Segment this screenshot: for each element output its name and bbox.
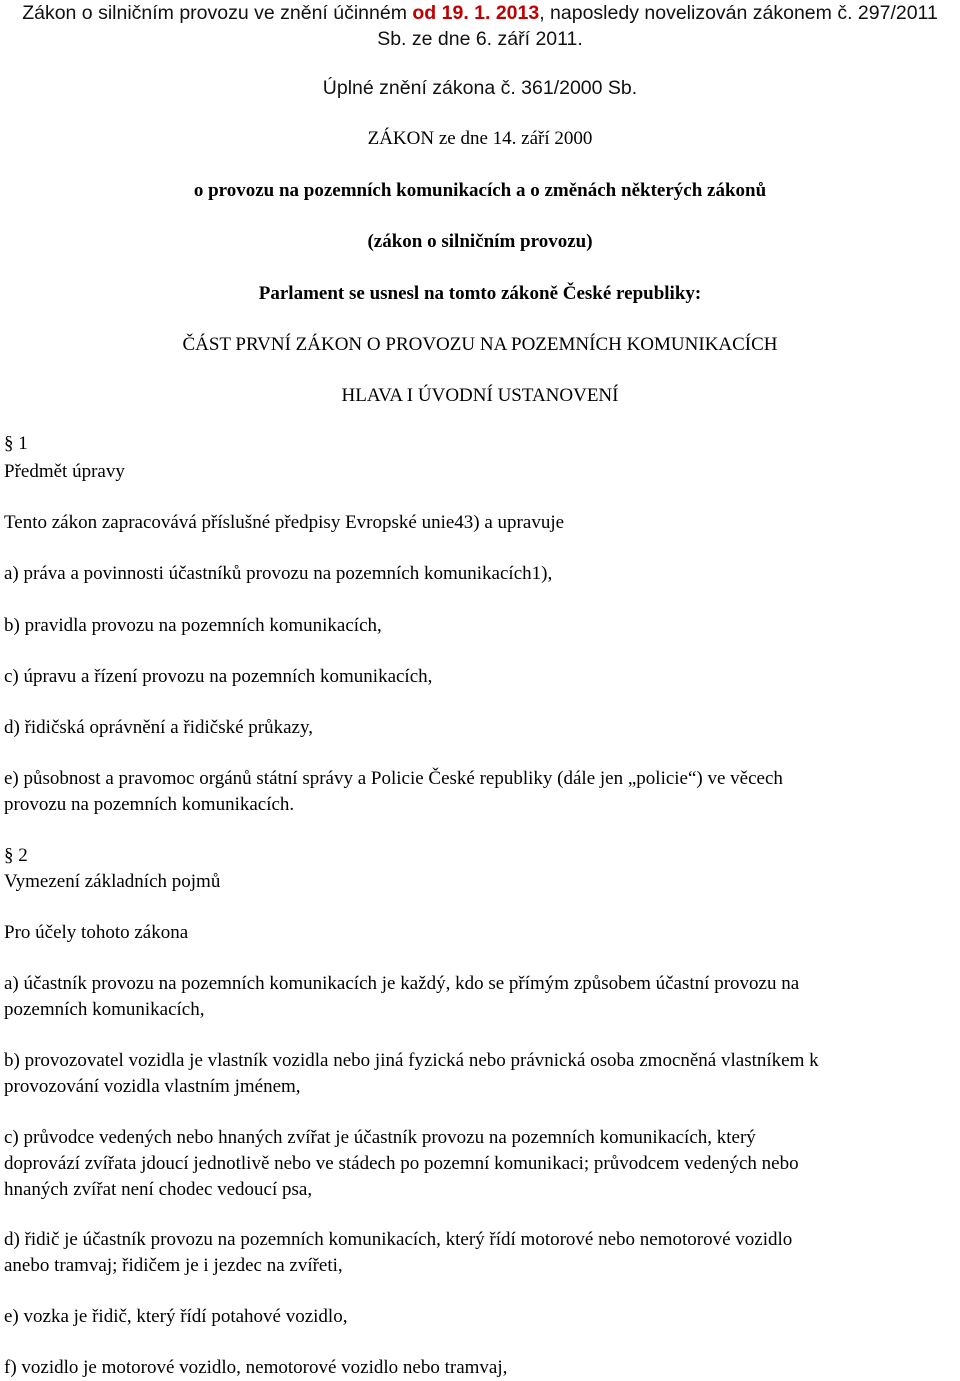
- section-2-item: b) provozovatel vozidla je vlastník vozidla nebo jiná fyzická nebo právnická osoba zmocněná vlastníkem k: [4, 1050, 819, 1071]
- section-1-number: [4, 431, 960, 457]
- section-2-item-continued: anebo tramvaj; řidičem je i jezdec na zvířeti,: [4, 1255, 343, 1276]
- section-1-item: c) úpravu a řízení provozu na pozemních komunikacích,: [4, 666, 433, 687]
- section-1-item: e) působnost a pravomoc orgánů státní správy a Policie České republiky (dále jen „policie“) ve věcech: [4, 768, 783, 789]
- section-1-item: d) řidičská oprávnění a řidičské průkazy,: [4, 717, 313, 738]
- section-2-item: e) vozka je řidič, který řídí potahové vozidlo,: [4, 1306, 348, 1327]
- section-2-item-continued: provozování vozidla vlastním jménem,: [4, 1076, 301, 1097]
- header-text: , naposledy novelizován zákonem č. 297/2011: [539, 2, 938, 24]
- section-2-item: d) řidič je účastník provozu na pozemních komunikacích, který řídí motorové nebo nemotorové vozidlo: [4, 1229, 793, 1250]
- section-1-item: a) práva a povinnosti účastníků provozu na pozemních komunikacích1),: [4, 563, 553, 584]
- section-symbol: §: [4, 845, 14, 866]
- section-1-intro: Tento zákon zapracovává příslušné předpisy Evropské unie43) a upravuje: [4, 512, 565, 533]
- section-2-item: f) vozidlo je motorové vozidlo, nemotorové vozidlo nebo tramvaj,: [4, 1357, 508, 1378]
- section-2-item: a) účastník provozu na pozemních komunikacích je každý, kdo se přímým způsobem účastní provozu na: [4, 973, 800, 994]
- law-preamble: Parlament se usnesl na tomto zákoně České republiky:: [258, 283, 702, 304]
- law-title: o provozu na pozemních komunikacích a o změnách některých zákonů: [193, 180, 767, 201]
- chapter-heading: HLAVA I ÚVODNÍ USTANOVENÍ: [341, 385, 619, 406]
- section-number: 1: [18, 433, 28, 454]
- section-2-item-continued: doprovází zvířata jdoucí jednotlivě nebo ve stádech po pozemní komunikaci; průvodcem vedených nebo: [4, 1153, 799, 1174]
- section-symbol: §: [4, 433, 14, 454]
- law-date: ZÁKON ze dne 14. září 2000: [367, 128, 593, 149]
- header-text: Zákon o silničním provozu ve znění účinném: [22, 2, 413, 24]
- section-1-item-continued: provozu na pozemních komunikacích.: [4, 794, 295, 815]
- section-2-item-continued: hnaných zvířat není chodec vedoucí psa,: [4, 1179, 313, 1200]
- section-2-item: c) průvodce vedených nebo hnaných zvířat je účastník provozu na pozemních komunikacích, který: [4, 1127, 756, 1148]
- section-1-title: Předmět úpravy: [4, 461, 125, 482]
- section-2-item-continued: pozemních komunikacích,: [4, 999, 205, 1020]
- part-heading: ČÁST PRVNÍ ZÁKON O PROVOZU NA POZEMNÍCH KOMUNIKACÍCH: [182, 334, 778, 355]
- header-line-1: [0, 0, 960, 26]
- header-line-2: Sb. ze dne 6. září 2011.: [377, 28, 583, 50]
- full-text-title: Úplné znění zákona č. 361/2000 Sb.: [322, 77, 638, 99]
- section-2-title: Vymezení základních pojmů: [4, 871, 221, 892]
- section-1-item: b) pravidla provozu na pozemních komunikacích,: [4, 615, 382, 636]
- section-2-intro: Pro účely tohoto zákona: [4, 922, 189, 943]
- section-2-number: [4, 843, 960, 869]
- section-number: 2: [18, 845, 28, 866]
- effective-date-highlight: od 19. 1. 2013: [412, 2, 540, 24]
- law-short-title: (zákon o silničním provozu): [367, 231, 593, 252]
